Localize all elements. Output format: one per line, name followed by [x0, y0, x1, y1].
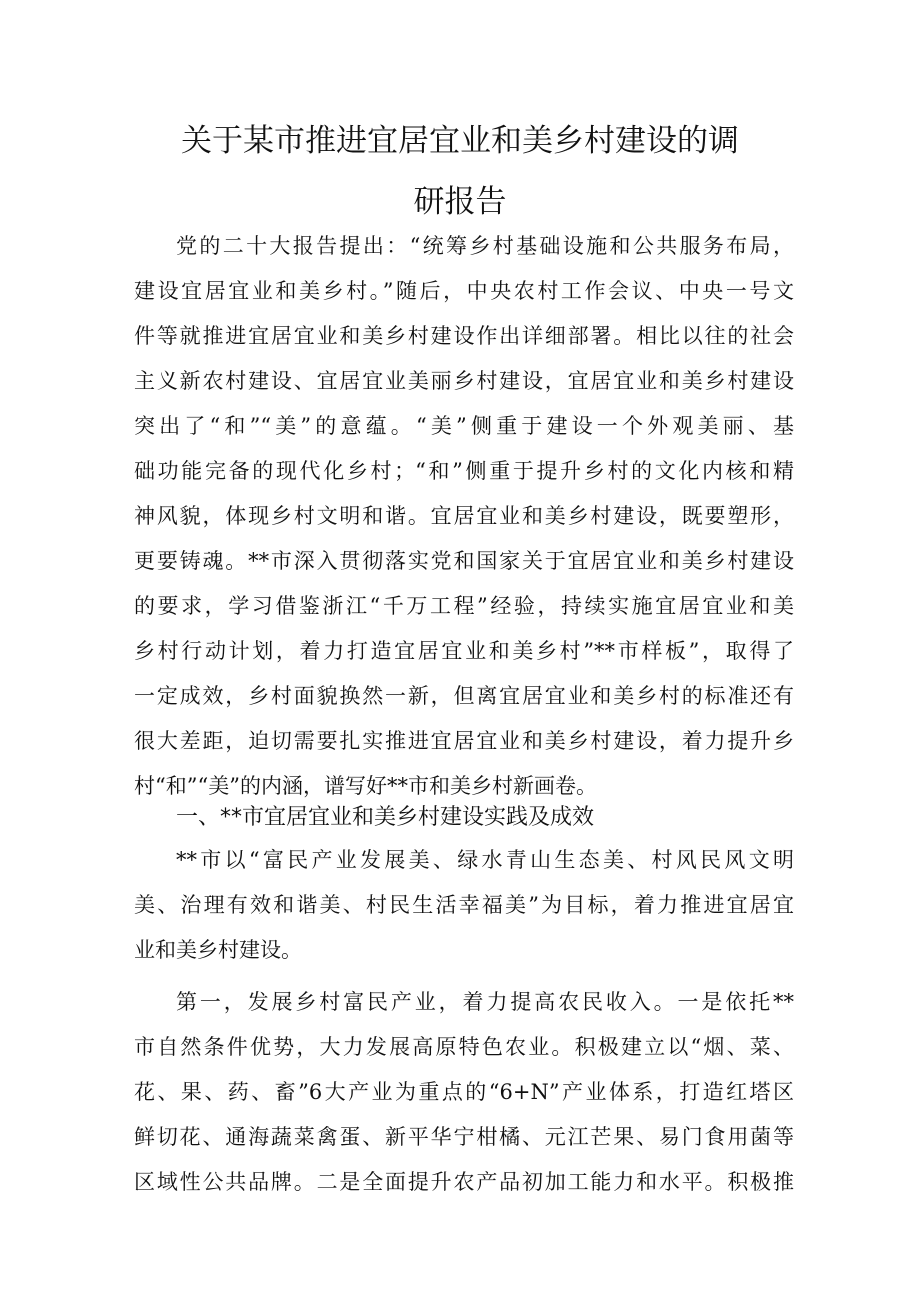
section-paragraph-line: 业和美乡村建设。 [134, 938, 302, 962]
point-paragraph-line: 市自然条件优势，大力发展高原特色农业。积极建立以“烟、菜、 [134, 1035, 794, 1059]
intro-line: 村“和”“美”的内涵，谱写好**市和美乡村新画卷。 [134, 774, 597, 798]
section-paragraph-line: 美、治理有效和谐美、村民生活幸福美”为目标，着力推进宜居宜 [134, 893, 794, 917]
intro-line: 础功能完备的现代化乡村；“和”侧重于提升乡村的文化内核和精 [134, 459, 794, 483]
intro-line: 件等就推进宜居宜业和美乡村建设作出详细部署。相比以往的社会 [134, 324, 794, 348]
intro-line: 突出了“和”“美”的意蕴。“美”侧重于建设一个外观美丽、基 [134, 414, 794, 438]
point-paragraph-line: 花、果、药、畜”6大产业为重点的“6+N”产业体系，打造红塔区 [134, 1080, 794, 1104]
intro-line: 建设宜居宜业和美乡村。”随后，中央农村工作会议、中央一号文 [134, 279, 794, 303]
point-paragraph-line: 区域性公共品牌。二是全面提升农产品初加工能力和水平。积极推 [134, 1170, 794, 1194]
document-title-line-1: 关于某市推进宜居宜业和美乡村建设的调 [181, 123, 739, 159]
point-paragraph-line: 第一，发展乡村富民产业，着力提高农民收入。一是依托** [176, 990, 794, 1014]
intro-line: 的要求，学习借鉴浙江“千万工程”经验，持续实施宜居宜业和美 [134, 594, 794, 618]
point-paragraph-line: 鲜切花、通海蔬菜禽蛋、新平华宁柑橘、元江芒果、易门食用菌等 [134, 1125, 794, 1149]
intro-line: 乡村行动计划，着力打造宜居宜业和美乡村”**市样板”，取得了 [134, 639, 794, 663]
intro-line: 神风貌，体现乡村文明和谐。宜居宜业和美乡村建设，既要塑形， [134, 504, 794, 528]
section-paragraph-line: **市以“富民产业发展美、绿水青山生态美、村风民风文明 [176, 848, 794, 872]
intro-line: 很大差距，迫切需要扎实推进宜居宜业和美乡村建设，着力提升乡 [134, 729, 794, 753]
intro-line: 主义新农村建设、宜居宜业美丽乡村建设，宜居宜业和美乡村建设 [134, 369, 794, 393]
intro-line: 党的二十大报告提出：“统筹乡村基础设施和公共服务布局， [176, 234, 794, 258]
document-title-line-2: 研报告 [413, 184, 507, 220]
intro-line: 更要铸魂。**市深入贯彻落实党和国家关于宜居宜业和美乡村建设 [134, 549, 794, 573]
intro-line: 一定成效，乡村面貌换然一新，但离宜居宜业和美乡村的标准还有 [134, 684, 794, 708]
section-heading: 一、**市宜居宜业和美乡村建设实践及成效 [176, 805, 595, 830]
